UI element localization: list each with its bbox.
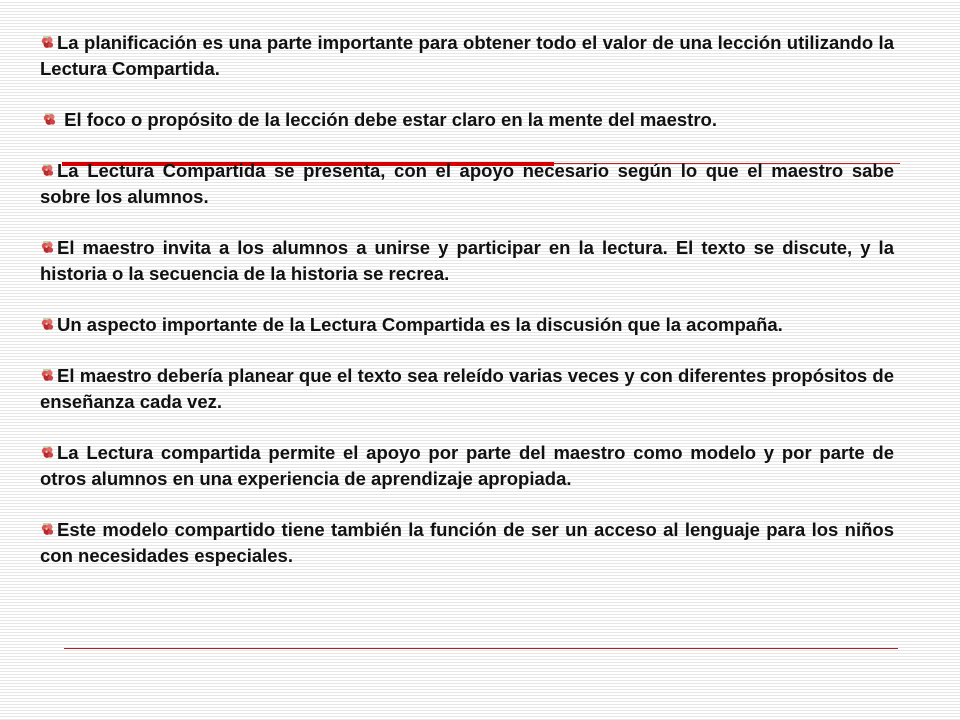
bullet-flower-icon (40, 518, 55, 533)
bullet-flower-icon (40, 364, 55, 379)
bullet-flower-icon (40, 441, 55, 456)
bullet-item (40, 517, 894, 569)
red-divider-bottom (64, 648, 898, 649)
bullet-list (40, 30, 894, 594)
bullet-text: La Lectura compartida permite el apoyo por parte del maestro como modelo y por parte de otros alumnos en una experiencia de aprendizaje apropiada. (40, 442, 894, 489)
bullet-text: Un aspecto importante de la Lectura Compartida es la discusión que la acompaña. (57, 314, 783, 335)
bullet-item (40, 107, 894, 133)
bullet-text: La Lectura Compartida se presenta, con el apoyo necesario según lo que el maestro sabe sobre los alumnos. (40, 160, 894, 207)
bullet-text: La planificación es una parte importante para obtener todo el valor de una lección utilizando la Lectura Compartida. (40, 32, 894, 79)
bullet-item (40, 312, 894, 338)
bullet-item (40, 235, 894, 287)
bullet-flower-icon (40, 236, 55, 251)
bullet-text: El foco o propósito de la lección debe estar claro en la mente del maestro. (59, 109, 717, 130)
bullet-flower-icon (42, 108, 57, 123)
bullet-text: El maestro invita a los alumnos a unirse y participar en la lectura. El texto se discute, y la historia o la secuencia de la historia se recrea. (40, 237, 894, 284)
bullet-item (40, 30, 894, 82)
bullet-flower-icon (40, 31, 55, 46)
bullet-item (40, 440, 894, 492)
bullet-flower-icon (40, 313, 55, 328)
bullet-text: El maestro debería planear que el texto sea releído varias veces y con diferentes propósitos de enseñanza cada vez. (40, 365, 894, 412)
bullet-item (40, 363, 894, 415)
bullet-flower-icon (40, 159, 55, 174)
bullet-item (40, 158, 894, 210)
bullet-text: Este modelo compartido tiene también la función de ser un acceso al lenguaje para los niños con necesidades especiales. (40, 519, 894, 566)
